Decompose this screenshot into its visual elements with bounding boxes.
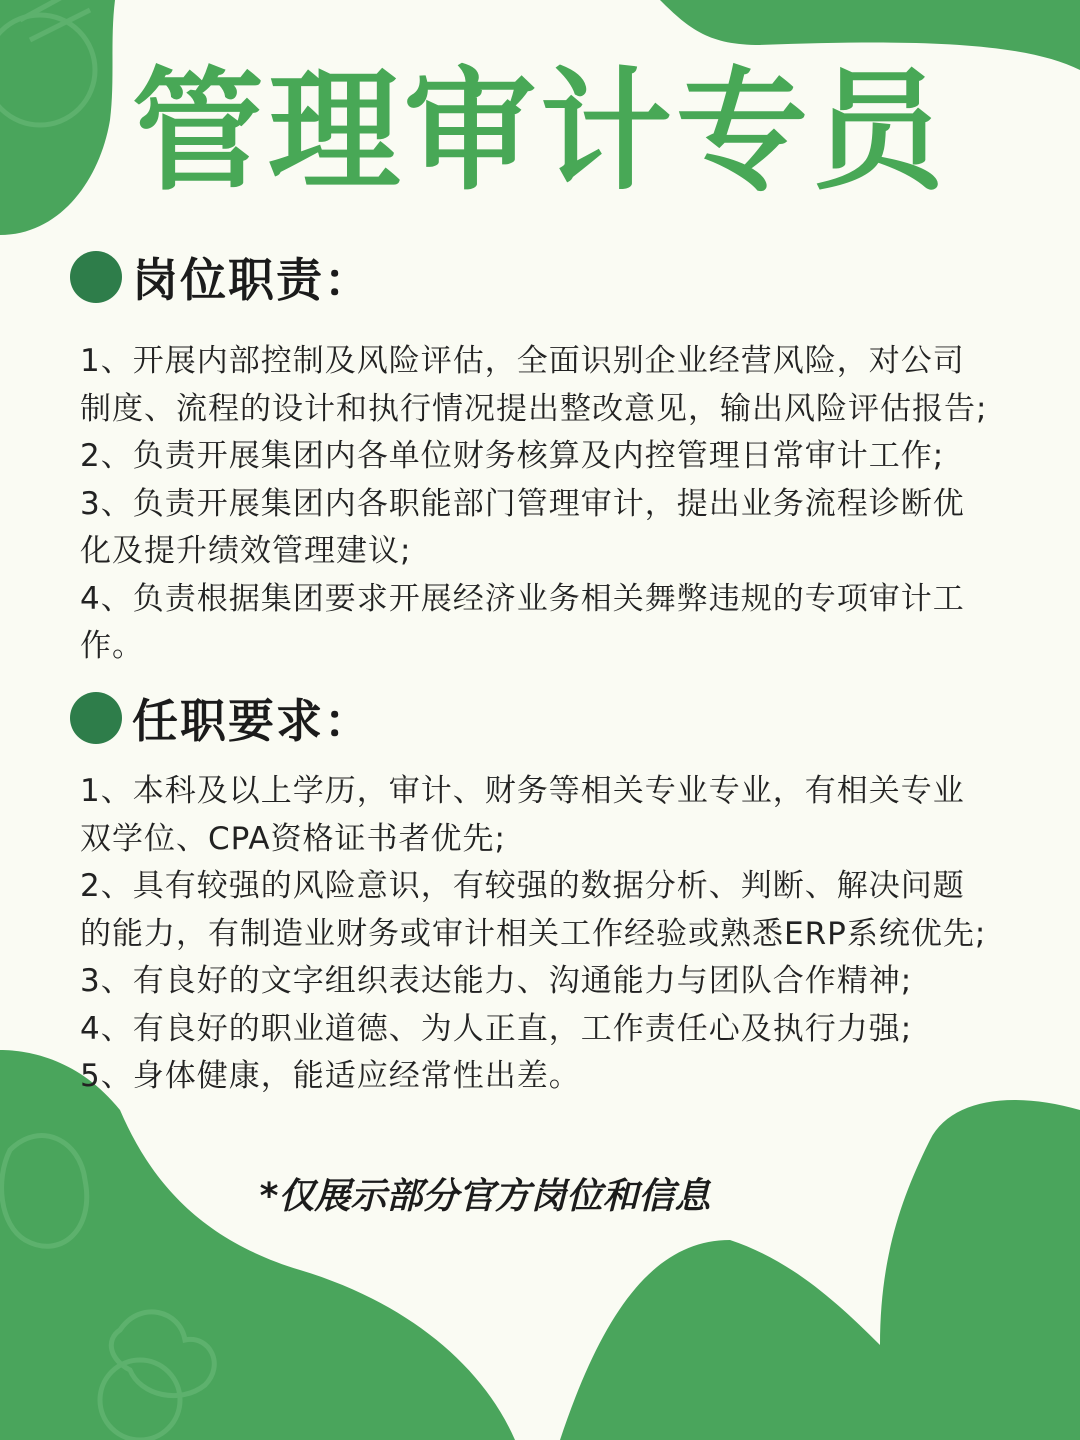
list-line: 4、负责根据集团要求开展经济业务相关舞弊违规的专项审计工 [80,580,965,617]
list-line: 2、负责开展集团内各单位财务核算及内控管理日常审计工作; [80,438,945,474]
list-line: 2、具有较强的风险意识，有较强的数据分析、判断、解决问题 [80,868,965,904]
list-line: 1、本科及以上学历，审计、财务等相关专业专业，有相关专业 [80,773,965,809]
section-title: 岗位职责： [132,253,372,307]
list-line: 3、负责开展集团内各职能部门管理审计，提出业务流程诊断优 [80,485,965,522]
list-line: 制度、流程的设计和执行情况提出整改意见，输出风险评估报告; [80,390,988,427]
requirements-list [80,768,1040,1101]
page-title: 管理审计专员 [132,55,948,209]
list-line: 双学位、CPA资格证书者优先; [80,820,507,857]
footer-note: *仅展示部分官方岗位和信息 [259,1176,711,1217]
list-line: 作。 [80,628,144,664]
bullet-dot-icon [70,692,122,744]
duties-list [80,338,1040,671]
bullet-dot-icon [70,251,122,303]
list-line: 4、有良好的职业道德、为人正直，工作责任心及执行力强; [80,1010,913,1047]
list-line: 化及提升绩效管理建议; [80,533,412,569]
list-line: 的能力，有制造业财务或审计相关工作经验或熟悉ERP系统优先; [80,915,987,952]
list-line: 1、开展内部控制及风险评估，全面识别企业经营风险，对公司 [80,343,965,379]
list-line: 5、身体健康，能适应经常性出差。 [80,1058,581,1094]
section-title: 任职要求： [132,694,372,748]
section-header-duties [70,241,372,313]
section-header-requirements [70,682,372,754]
list-line: 3、有良好的文字组织表达能力、沟通能力与团队合作精神; [80,963,913,999]
